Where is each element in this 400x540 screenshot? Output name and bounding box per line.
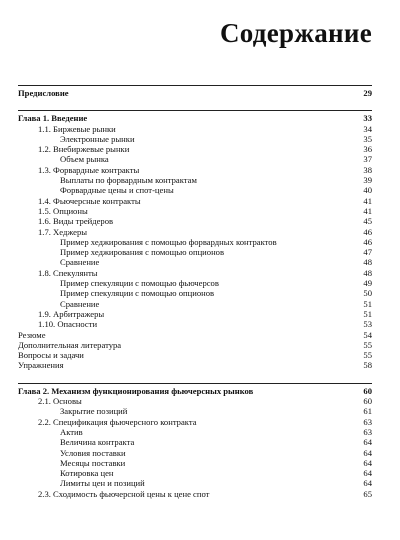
toc-entry-title: Величина контракта <box>60 437 135 448</box>
toc-entry <box>18 175 372 185</box>
divider <box>18 85 372 86</box>
toc-entry <box>18 154 372 164</box>
toc-entry <box>18 478 372 488</box>
toc-entry-page: 41 <box>363 205 372 216</box>
toc-entry <box>18 216 372 226</box>
toc-entry-title: 2.3. Сходимость фьючерсной цены к цене спот <box>38 488 210 499</box>
toc-entry-page: 60 <box>363 385 372 396</box>
toc-entry-page: 63 <box>363 426 372 437</box>
toc-entry <box>18 437 372 447</box>
toc-entry <box>18 340 372 350</box>
toc-entry <box>18 427 372 437</box>
toc-entry <box>18 206 372 216</box>
toc-entry-page: 35 <box>363 133 372 144</box>
toc-entry-page: 37 <box>363 154 372 165</box>
toc-entry-title: 1.6. Виды трейдеров <box>38 216 114 227</box>
toc-entry-title: Закрытие позиций <box>60 406 128 417</box>
toc-entry <box>18 319 372 329</box>
toc-entry <box>18 350 372 360</box>
toc-entry-title: Дополнительная литература <box>18 339 122 350</box>
toc-entry-page: 54 <box>363 329 372 340</box>
toc-entry <box>18 330 372 340</box>
toc-entry-title: Пример хеджирования с помощью опционов <box>60 247 225 258</box>
toc-entry-title: 1.1. Биржевые рынки <box>38 123 116 134</box>
toc-entry-page: 53 <box>363 319 372 330</box>
toc-entry-title: 2.2. Спецификация фьючерсного контракта <box>38 416 197 427</box>
table-of-contents <box>18 84 372 499</box>
toc-entry-page: 51 <box>363 298 372 309</box>
toc-entry-title: Электронные рынки <box>60 133 135 144</box>
toc-entry <box>18 458 372 468</box>
toc-entry-title: 1.3. Форвардные контракты <box>38 164 140 175</box>
toc-entry-page: 41 <box>363 195 372 206</box>
toc-entry-page: 63 <box>363 416 372 427</box>
toc-entry-page: 55 <box>363 339 372 350</box>
toc-entry-page: 33 <box>363 113 372 124</box>
toc-entry-title: Сравнение <box>60 257 100 268</box>
toc-entry-page: 64 <box>363 437 372 448</box>
toc-entry-title: 1.2. Внебиржевые рынки <box>38 144 130 155</box>
toc-entry-title: 1.9. Арбитражеры <box>38 308 105 319</box>
toc-entry-title: Сравнение <box>60 298 100 309</box>
toc-entry-page: 48 <box>363 267 372 278</box>
toc-entry-title: 1.8. Спекулянты <box>38 267 98 278</box>
toc-entry <box>18 144 372 154</box>
toc-entry-title: Резюме <box>18 329 46 340</box>
toc-entry-title: Пример спекуляции с помощью опционов <box>60 288 215 299</box>
toc-entry-page: 46 <box>363 236 372 247</box>
toc-entry-page: 60 <box>363 396 372 407</box>
toc-entry-title: 1.7. Хеджеры <box>38 226 88 237</box>
toc-entry-page: 55 <box>363 350 372 361</box>
toc-entry <box>18 468 372 478</box>
toc-entry-title: Глава 1. Введение <box>18 113 88 124</box>
toc-entry-page: 46 <box>363 226 372 237</box>
toc-entry-page: 64 <box>363 478 372 489</box>
toc-entry-page: 64 <box>363 468 372 479</box>
toc-entry <box>18 417 372 427</box>
toc-entry-title: 1.10. Опасности <box>38 319 98 330</box>
toc-entry-page: 39 <box>363 175 372 186</box>
toc-entry <box>18 278 372 288</box>
toc-entry-title: Пример спекуляции с помощью фьючерсов <box>60 278 219 289</box>
toc-entry-page: 45 <box>363 216 372 227</box>
toc-entry-page: 64 <box>363 457 372 468</box>
toc-entry-page: 38 <box>363 164 372 175</box>
toc-entry-title: 1.4. Фьючерсные контракты <box>38 195 141 206</box>
toc-entry-preface <box>18 88 372 98</box>
toc-entry-title: Объем рынка <box>60 154 109 165</box>
toc-entry-title: Предисловие <box>18 88 69 98</box>
toc-entry-title: Пример хеджирования с помощью форвардных контрактов <box>60 236 277 247</box>
toc-entry <box>18 489 372 499</box>
toc-entry-page: 34 <box>363 123 372 134</box>
toc-entry <box>18 196 372 206</box>
toc-entry <box>18 309 372 319</box>
toc-entry <box>18 185 372 195</box>
toc-entry <box>18 299 372 309</box>
toc-entry-page: 65 <box>363 488 372 499</box>
toc-entry-title: Упражнения <box>18 360 64 371</box>
toc-entry-title: 1.5. Опционы <box>38 205 88 216</box>
toc-entry-page: 50 <box>363 288 372 299</box>
toc-entry-title: Выплаты по форвардным контрактам <box>60 175 197 186</box>
toc-entry <box>18 237 372 247</box>
toc-entry <box>18 247 372 257</box>
toc-entry <box>18 448 372 458</box>
toc-entry-page: 47 <box>363 247 372 258</box>
toc-entry-page: 49 <box>363 278 372 289</box>
toc-entry <box>18 268 372 278</box>
toc-entry <box>18 396 372 406</box>
toc-entry <box>18 288 372 298</box>
toc-entry-page: 64 <box>363 447 372 458</box>
toc-entry <box>18 124 372 134</box>
toc-entry <box>18 227 372 237</box>
toc-entry <box>18 257 372 267</box>
toc-entry-page: 40 <box>363 185 372 196</box>
chapter-2-entries <box>18 396 372 499</box>
toc-chapter-heading <box>18 386 372 396</box>
toc-entry <box>18 165 372 175</box>
toc-chapter-heading <box>18 113 372 123</box>
toc-entry-title: Актив <box>60 426 83 437</box>
toc-entry-title: Котировка цен <box>60 468 114 479</box>
toc-entry-page: 36 <box>363 144 372 155</box>
toc-entry-title: Условия поставки <box>60 447 126 458</box>
toc-entry <box>18 406 372 416</box>
toc-entry-page: 48 <box>363 257 372 268</box>
chapter-1-entries <box>18 124 372 371</box>
toc-entry-page: 61 <box>363 406 372 417</box>
toc-entry-title: Месяцы поставки <box>60 457 126 468</box>
divider <box>18 383 372 384</box>
toc-entry <box>18 134 372 144</box>
toc-entry-title: Вопросы и задачи <box>18 350 84 361</box>
toc-entry <box>18 360 372 370</box>
toc-entry-title: Глава 2. Механизм функционирования фьючерсных рынков <box>18 385 254 396</box>
toc-entry-page: 58 <box>363 360 372 371</box>
toc-entry-page: 51 <box>363 308 372 319</box>
divider <box>18 110 372 111</box>
toc-entry-title: Лимиты цен и позиций <box>60 478 145 489</box>
page-title: Содержание <box>219 18 372 48</box>
toc-entry-page: 29 <box>363 88 372 98</box>
toc-entry-title: 2.1. Основы <box>38 396 82 407</box>
toc-entry-title: Форвардные цены и спот-цены <box>60 185 174 196</box>
